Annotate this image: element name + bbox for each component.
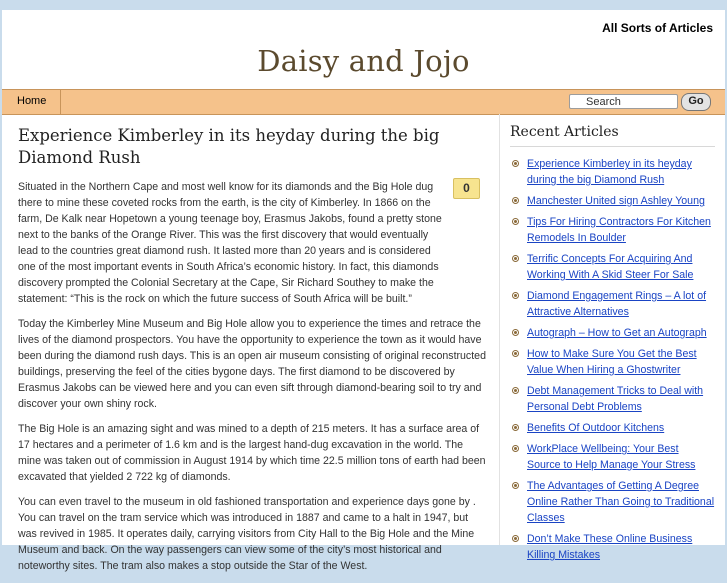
recent-article-link[interactable]: WorkPlace Wellbeing: Your Best Source to Help Manage Your Stress xyxy=(527,443,696,471)
recent-article-link[interactable]: Tips For Hiring Contractors For Kitchen Remodels In Boulder xyxy=(527,216,711,244)
bullet-icon xyxy=(512,445,519,452)
bullet-icon xyxy=(512,160,519,167)
list-item xyxy=(510,441,715,473)
recent-article-link[interactable]: Diamond Engagement Rings – A lot of Attractive Alternatives xyxy=(527,290,707,318)
list-item xyxy=(510,288,715,320)
site-tagline: All Sorts of Articles xyxy=(602,21,713,35)
site-title[interactable]: Daisy and Jojo xyxy=(257,44,470,78)
recent-article-link[interactable]: Manchester United sign Ashley Young xyxy=(527,195,705,207)
page xyxy=(2,10,725,572)
list-item xyxy=(510,251,715,283)
post-paragraph: You can even travel to the museum in old fashioned transportation and experience days gone by . You can travel on the tram service which was introduced in 1887 and came to a halt in 1947, but was revived in 1985. It operates daily, carrying visitors from City Hall to the Big Hole and the Mine Museum and back. On the way passengers can view some of the city’s most historical and noteworthy sites. The tram also makes a stop outside the Star of the West. xyxy=(18,496,476,572)
list-item xyxy=(510,325,715,341)
list-item xyxy=(510,383,715,415)
recent-article-link[interactable]: Debt Management Tricks to Deal with Personal Debt Problems xyxy=(527,385,704,413)
list-item xyxy=(510,478,715,526)
recent-article-link[interactable]: Terrific Concepts For Acquiring And Working With A Skid Steer For Sale xyxy=(527,253,694,281)
nav-bar xyxy=(2,89,725,115)
search-go-button[interactable]: Go xyxy=(681,93,711,111)
post-paragraph: Today the Kimberley Mine Museum and Big Hole allow you to experience the times and retrace the lives of the diamond prospectors. You have the opportunity to experience the town as it would have been during the diamond rush days. This is an open air museum consisting of original reconstructed buildings, preserving the feel of the cities bygone days. The first diamond to be discovered by Erasmus Jakobs can be viewed here and you can even sift through diamond-bearing soil to try and discover your own shiny rock. xyxy=(18,318,486,410)
post-title[interactable]: Experience Kimberley in its heyday during the big Diamond Rush xyxy=(18,126,440,167)
bullet-icon xyxy=(512,329,519,336)
list-item xyxy=(510,531,715,563)
bullet-icon xyxy=(512,482,519,489)
post-paragraph: The Big Hole is an amazing sight and was mined to a depth of 215 meters. It has a surface area of 17 hectares and a perimeter of 1.6 km and is the largest hand-dug excavation in the world. The mine was taken out of commission in August 1914 by which time 22.5 million tons of earth had been excavated that yielded 2 722 kg of diamonds. xyxy=(18,423,486,483)
bullet-icon xyxy=(512,535,519,542)
recent-articles-list xyxy=(510,156,715,563)
recent-article-link[interactable]: Benefits Of Outdoor Kitchens xyxy=(527,422,665,434)
recent-article-link[interactable]: How to Make Sure You Get the Best Value When Hiring a Ghostwriter xyxy=(527,348,697,376)
list-item xyxy=(510,420,715,436)
recent-articles-heading: Recent Articles xyxy=(510,124,715,147)
bullet-icon xyxy=(512,350,519,357)
nav-home-link[interactable]: Home xyxy=(2,90,61,114)
bullet-icon xyxy=(512,292,519,299)
search-input[interactable] xyxy=(569,94,678,109)
sidebar xyxy=(510,124,715,568)
list-item xyxy=(510,214,715,246)
post-content xyxy=(18,125,488,583)
bullet-icon xyxy=(512,255,519,262)
bullet-icon xyxy=(512,197,519,204)
bullet-icon xyxy=(512,218,519,225)
list-item xyxy=(510,346,715,378)
recent-article-link[interactable]: Autograph – How to Get an Autograph xyxy=(527,327,707,339)
recent-article-link[interactable]: Don’t Make These Online Business Killing Mistakes xyxy=(527,533,693,561)
bullet-icon xyxy=(512,387,519,394)
comment-count-badge[interactable]: 0 xyxy=(453,178,480,199)
recent-article-link[interactable]: Experience Kimberley in its heyday during the big Diamond Rush xyxy=(527,158,692,186)
recent-article-link[interactable]: The Advantages of Getting A Degree Online Rather Than Going to Traditional Classes xyxy=(527,480,715,524)
bullet-icon xyxy=(512,424,519,431)
list-item xyxy=(510,156,715,188)
sidebar-divider xyxy=(499,114,500,545)
list-item xyxy=(510,193,715,209)
post-paragraph: Situated in the Northern Cape and most well know for its diamonds and the Big Hole dug there to mine these coveted rocks from the earth, is the city of Kimberley. In 1866 on the farm, De Kalk near Hopetown a young teenage boy, Erasmus Jakobs, found a pretty stone next to the banks of the Orange River. This was the first discovery that would eventually lead to the countries great diamond rush. It lasted more than 20 years and is considered one of the most important events in South Africa’s economic history. In fact, this diamonds discovery prompted the Colonial Secretary at the Cape, Sir Richard Southey to make the statement: “This is the rock on which the future success of South Africa will be built.” xyxy=(18,181,442,305)
